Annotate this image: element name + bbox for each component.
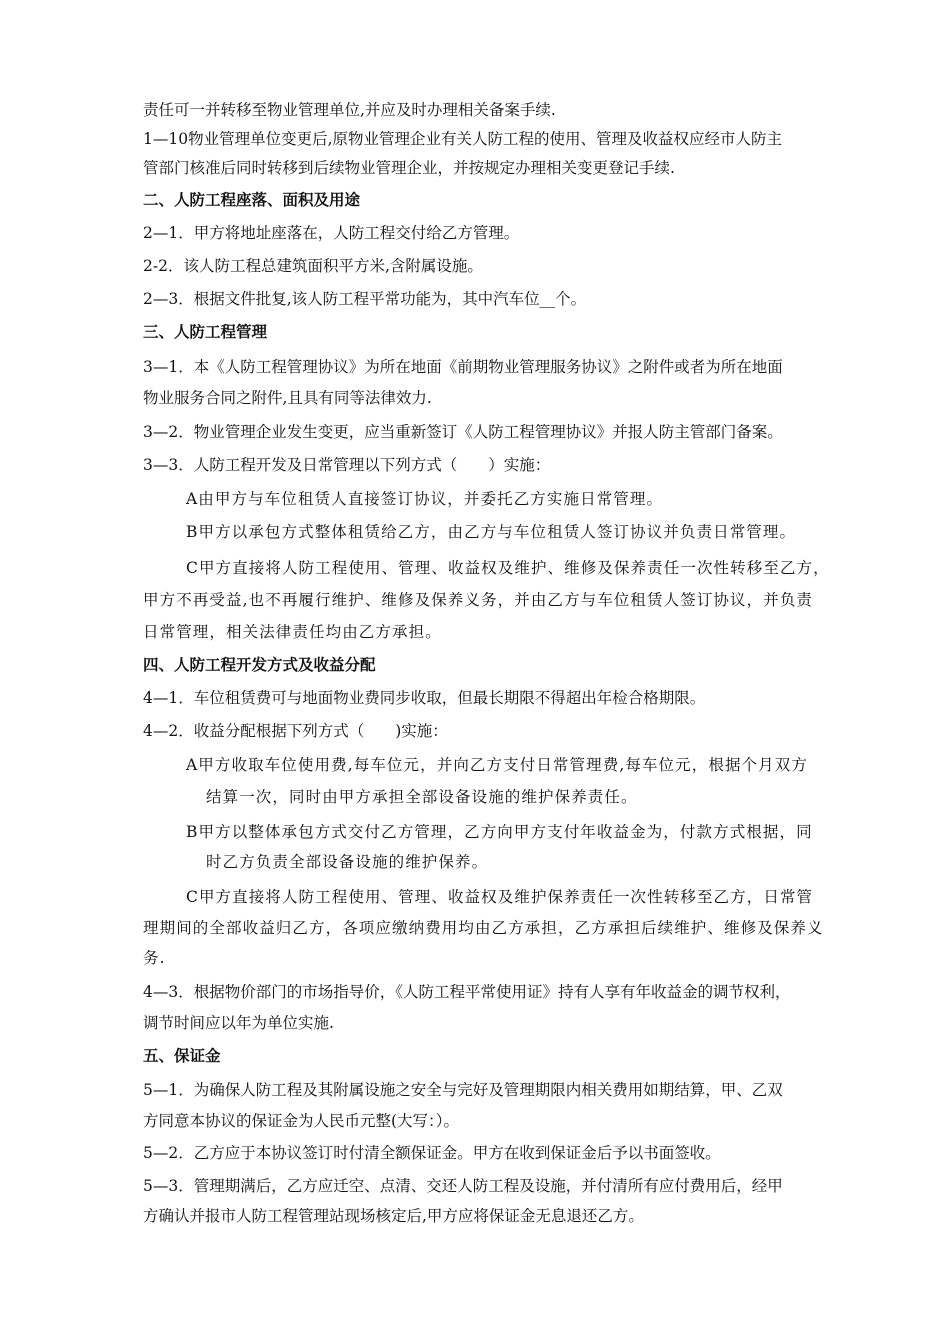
clause-2-2: 2-2．该人防工程总建筑面积平方米,含附属设施。 [143,257,483,275]
clause-5-3-cont: 方确认并报市人防工程管理站现场核定后,甲方应将保证金无息退还乙方。 [143,1207,644,1225]
clause-2-1: 2—1．甲方将地址座落在，人防工程交付给乙方管理。 [143,224,520,242]
option-3-3-a: A由甲方与车位租赁人直接签订协议，并委托乙方实施日常管理。 [186,490,664,508]
option-4-2-b: B甲方以整体承包方式交付乙方管理，乙方向甲方支付年收益金为，付款方式根据，同 [186,823,813,841]
clause-4-3-cont: 调节时间应以年为单位实施. [143,1014,334,1032]
section-heading-5: 五、保证金 [143,1046,221,1065]
clause-2-3: 2—3．根据文件批复,该人防工程平常功能为，其中汽车位__个。 [143,290,587,308]
clause-3-1: 3—1．本《人防工程管理协议》为所在地面《前期物业管理服务协议》之附件或者为所在地面 [143,358,783,376]
section-heading-3: 三、人防工程管理 [143,322,268,341]
clause-3-1-cont: 物业服务合同之附件,且具有同等法律效力. [143,389,432,407]
clause-4-2: 4—2．收益分配根据下列方式（ )实施： [143,722,448,740]
option-3-3-c-cont: 甲方不再受益,也不再履行维护、维修及保养义务，并由乙方与车位租赁人签订协议，并负责 [143,591,814,609]
option-3-3-b: B甲方以承包方式整体租赁给乙方，由乙方与车位租赁人签订协议并负责日常管理。 [186,523,797,541]
clause-4-1: 4—1．车位租赁费可与地面物业费同步收取，但最长期限不得超出年检合格期限。 [143,689,706,707]
clause-3-3: 3—3．人防工程开发及日常管理以下列方式（ ）实施： [143,456,551,474]
option-3-3-c-cont: 日常管理，相关法律责任均由乙方承担。 [143,623,442,641]
option-3-3-c: C甲方直接将人防工程使用、管理、收益权及维护、维修及保养责任一次性转移至乙方， [186,559,830,577]
option-4-2-c: C甲方直接将人防工程使用、管理、收益权及维护保养责任一次性转移至乙方，日常管 [186,888,814,906]
section-heading-4: 四、人防工程开发方式及收益分配 [143,655,376,674]
clause-5-3: 5—3．管理期满后，乙方应迁空、点清、交还人防工程及设施，并付清所有应付费用后，经甲 [143,1177,783,1195]
option-4-2-a-cont: 结算一次，同时由甲方承担全部设备设施的维护保养责任。 [206,788,638,806]
clause-5-1: 5—1．为确保人防工程及其附属设施之安全与完好及管理期限内相关费用如期结算，甲、乙双 [143,1081,783,1099]
option-4-2-c-cont: 务. [143,949,166,967]
option-4-2-c-cont: 理期间的全部收益归乙方，各项应缴纳费用均由乙方承担，乙方承担后续维护、维修及保养义 [143,919,824,937]
clause-5-1-cont: 方同意本协议的保证金为人民币元整(大写：）。 [143,1112,460,1130]
paragraph-line: 1—10物业管理单位变更后,原物业管理企业有关人防工程的使用、管理及收益权应经市人防主 [143,130,783,148]
section-heading-2: 二、人防工程座落、面积及用途 [143,190,361,209]
clause-5-2: 5—2．乙方应于本协议签订时付清全额保证金。甲方在收到保证金后予以书面签收。 [143,1144,721,1162]
clause-3-2: 3—2．物业管理企业发生变更，应当重新签订《人防工程管理协议》并报人防主管部门备案。 [143,423,783,441]
clause-4-3: 4—3．根据物价部门的市场指导价，《人防工程平常使用证》持有人享有年收益金的调节权利， [143,983,791,1001]
paragraph-line: 管部门核准后同时转移到后续物业管理企业，并按规定办理相关变更登记手续. [143,159,675,177]
option-4-2-a: A甲方收取车位使用费,每车位元，并向乙方支付日常管理费,每车位元，根据个月双方 [186,756,808,774]
paragraph-line: 责任可一并转移至物业管理单位,并应及时办理相关备案手续. [143,101,556,119]
option-4-2-b-cont: 时乙方负责全部设备设施的维护保养。 [206,853,489,871]
